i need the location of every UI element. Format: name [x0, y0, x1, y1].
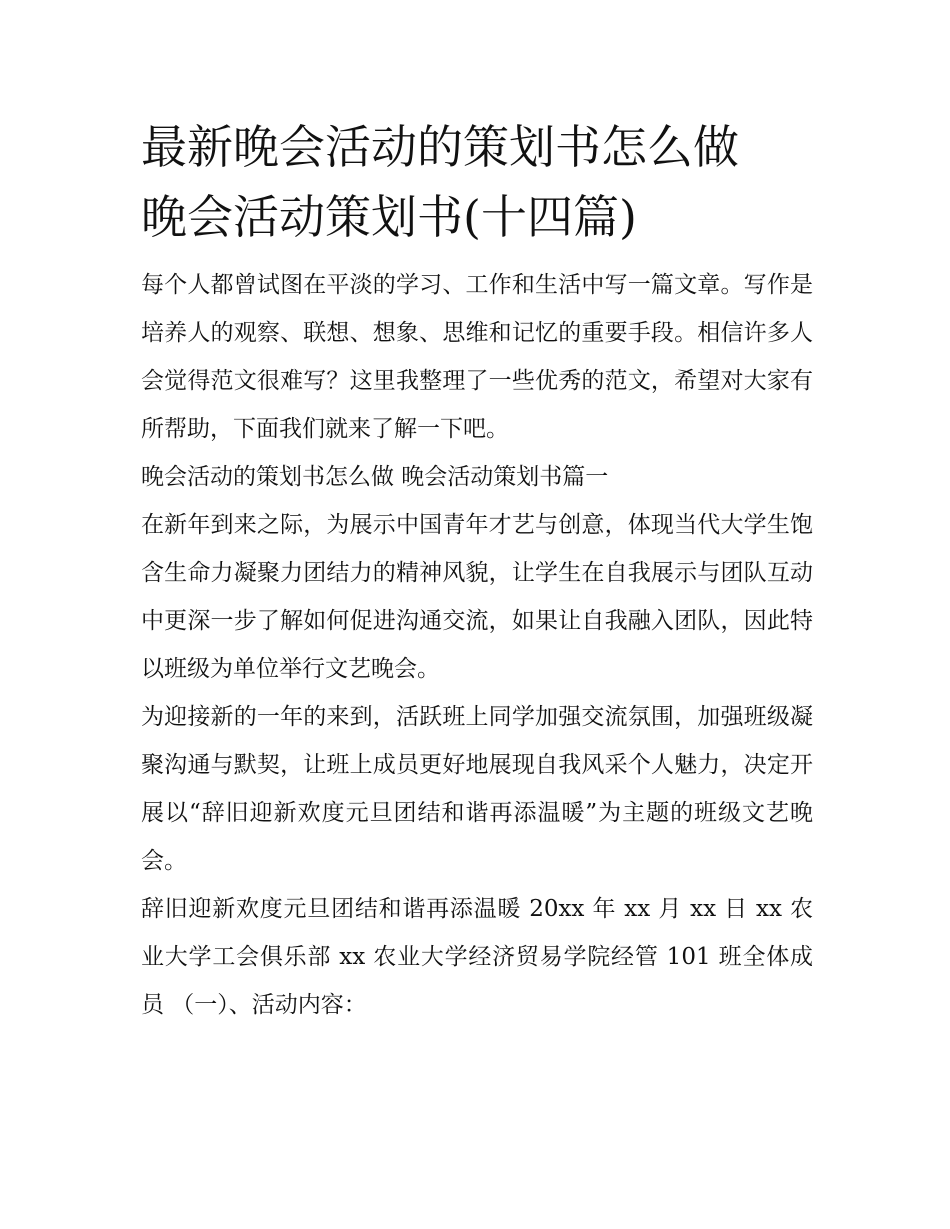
section-heading: 晚会活动的策划书怎么做 晚会活动策划书篇一	[141, 464, 609, 490]
body-paragraph-1: 在新年到来之际，为展示中国青年才艺与创意，体现当代大学生饱含生命力凝聚力团结力的精神风貌，让学生在自我展示与团队互动中更深一步了解如何促进沟通交流，如果让自我融入团队，因此特以班级为单位举行文艺晚会。	[141, 512, 813, 682]
document-body	[141, 261, 813, 1029]
body-paragraph-3: 辞旧迎新欢度元旦团结和谐再添温暖 20xx 年 xx 月 xx 日 xx 农业大学工会俱乐部 xx 农业大学经济贸易学院经管 101 班全体成员 （一）、活动内容：	[141, 896, 813, 1018]
title-line-2: 晚会活动策划书(十四篇)	[141, 190, 637, 244]
body-paragraph-2: 为迎接新的一年的来到，活跃班上同学加强交流氛围，加强班级凝聚沟通与默契，让班上成员更好地展现自我风采个人魅力，决定开展以“辞旧迎新欢度元旦团结和谐再添温暖”为主题的班级文艺晚会。	[141, 704, 813, 874]
title-line-1: 最新晚会活动的策划书怎么做	[141, 120, 739, 174]
document-title	[141, 112, 813, 252]
document-content	[141, 112, 813, 1029]
intro-paragraph: 每个人都曾试图在平淡的学习、工作和生活中写一篇文章。写作是培养人的观察、联想、想象、思维和记忆的重要手段。相信许多人会觉得范文很难写？这里我整理了一些优秀的范文，希望对大家有所帮助，下面我们就来了解一下吧。	[141, 272, 813, 442]
